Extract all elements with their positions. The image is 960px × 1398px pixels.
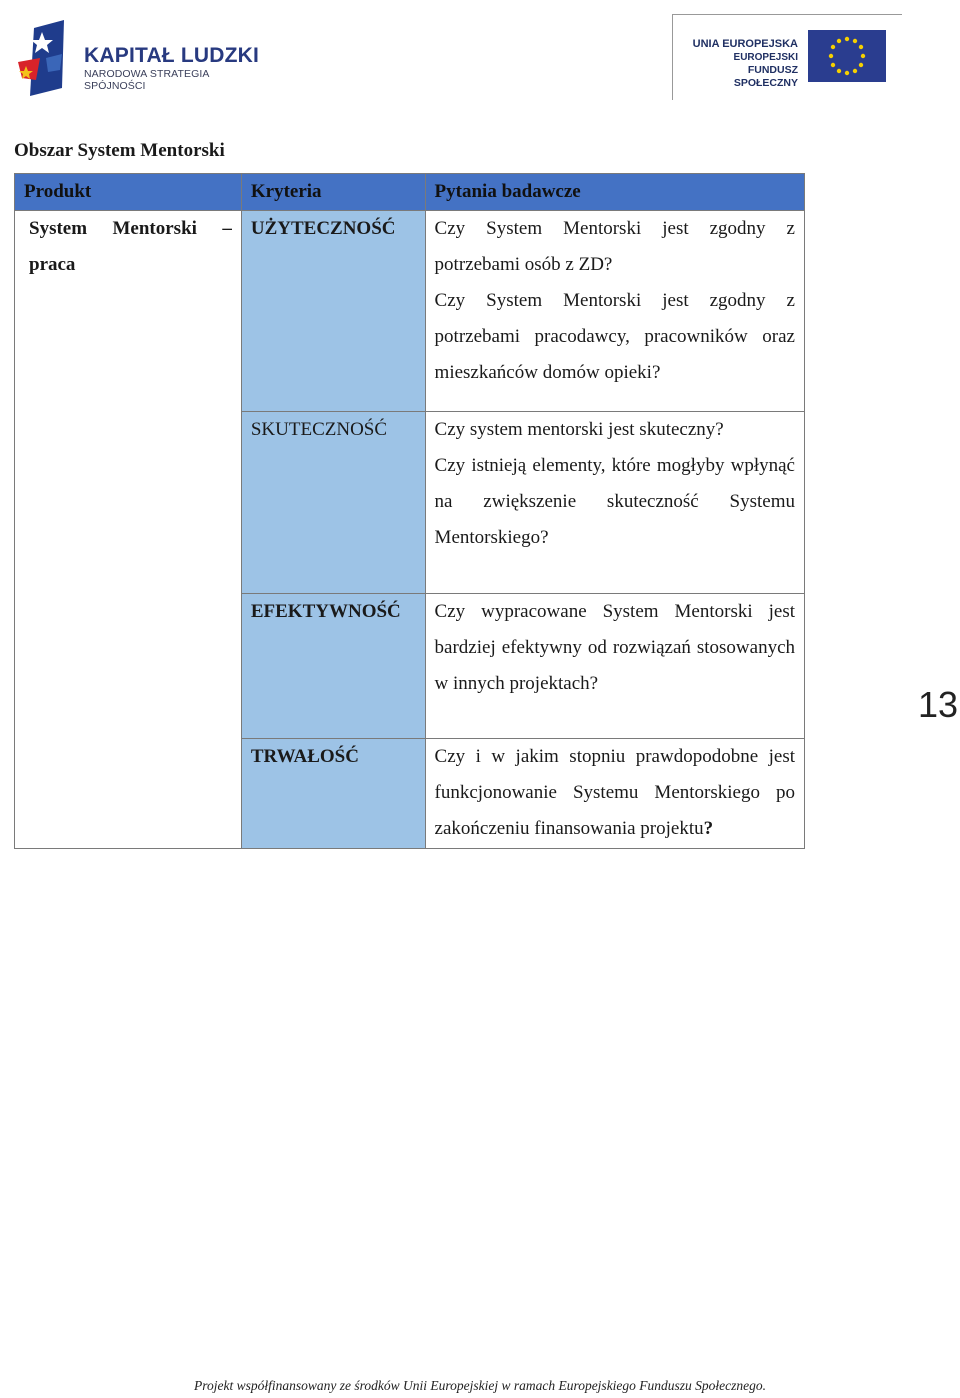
criterion-efektywnosc: EFEKTYWNOŚĆ (241, 594, 425, 739)
eu-logo-line3: FUNDUSZ SPOŁECZNY (733, 64, 798, 89)
eu-logo-text (690, 38, 798, 90)
research-questions-table (14, 173, 805, 849)
questions-skutecznosc (425, 412, 804, 594)
eu-flag-icon (808, 30, 886, 82)
kapital-ludzki-logo (16, 18, 266, 100)
question-text (435, 739, 795, 847)
table-row (15, 211, 805, 412)
section-title: Obszar System Mentorski (14, 140, 225, 161)
footer-text: Projekt współfinansowany ze środków Unii Europejskiej w ramach Europejskiego Funduszu Społecznego. (193, 1378, 767, 1393)
eu-logo-frame-top (672, 14, 902, 15)
questions-uzytecznosc (425, 211, 804, 412)
eu-logo-line2: EUROPEJSKI (733, 52, 798, 63)
eu-logo-frame-left (672, 14, 673, 100)
question-text: Czy system mentorski jest skuteczny? (434, 419, 724, 440)
criterion-skutecznosc: SKUTECZNOŚĆ (241, 412, 425, 594)
questions-trwalosc (425, 739, 804, 849)
header-kryteria: Kryteria (241, 174, 425, 211)
criterion-trwalosc: TRWAŁOŚĆ (241, 739, 425, 849)
questions-efektywnosc (425, 594, 804, 739)
kapital-ludzki-emblem-icon (16, 18, 72, 100)
eu-logo (672, 14, 904, 100)
header-pytania: Pytania badawcze (425, 174, 804, 211)
page-number: 13 (918, 684, 959, 725)
question-text: Czy System Mentorski jest zgodny z potrzebami osób z ZD? (434, 218, 795, 275)
question-text: Czy istnieją elementy, które mogłyby wpłynąć na zwiększenie skuteczność Systemu Mentorskiego? (434, 455, 795, 548)
question-text: Czy wypracowane System Mentorski jest bardziej efektywny od rozwiązań stosowanych w innych projektach? (434, 601, 795, 694)
kapital-ludzki-title: KAPITAŁ LUDZKI (84, 44, 260, 67)
table-header-row (15, 174, 805, 211)
kapital-ludzki-subtitle: NARODOWA STRATEGIA SPÓJNOŚCI (84, 68, 209, 92)
header-produkt: Produkt (15, 174, 242, 211)
eu-logo-line1: UNIA EUROPEJSKA (692, 38, 798, 50)
criterion-uzytecznosc: UŻYTECZNOŚĆ (241, 211, 425, 412)
product-cell: System Mentorski – praca (15, 211, 242, 849)
question-mark-bold: ? (703, 818, 714, 839)
question-text-main: Czy i w jakim stopniu prawdopodobne jest funkcjonowanie Systemu Mentorskiego po zakończeniu finansowania projektu (434, 746, 795, 839)
question-text: Czy System Mentorski jest zgodny z potrzebami pracodawcy, pracowników oraz mieszkańców domów opieki? (434, 290, 795, 383)
